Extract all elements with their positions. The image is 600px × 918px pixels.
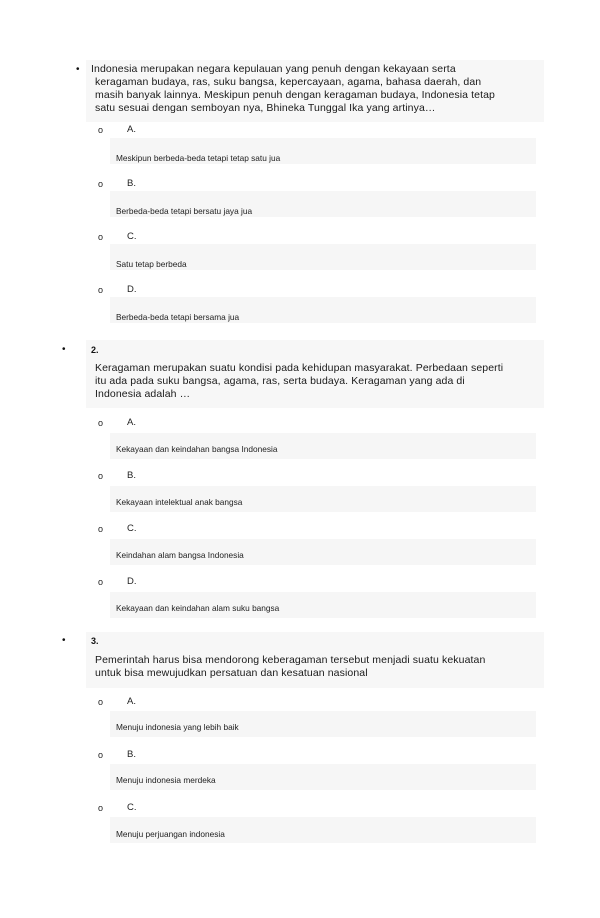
option-text: Satu tetap berbeda: [116, 259, 187, 269]
question-3-bullet: •: [62, 635, 66, 646]
question-1-line-3: masih banyak lainnya. Meskipun penuh dengan keragaman budaya, Indonesia tetap: [95, 89, 495, 101]
radio-circle-icon[interactable]: o: [98, 179, 104, 189]
radio-circle-icon[interactable]: o: [98, 285, 104, 295]
question-2-line-1: Keragaman merupakan suatu kondisi pada kehidupan masyarakat. Perbedaan seperti: [95, 362, 504, 374]
option-letter: B.: [127, 178, 136, 189]
option-letter: A.: [127, 124, 136, 135]
question-2-line-3: Indonesia adalah …: [95, 388, 191, 400]
option-letter: B.: [127, 470, 136, 481]
option-letter: A.: [127, 696, 136, 707]
option-text: Menuju indonesia yang lebih baik: [116, 722, 239, 732]
option-text: Berbeda-beda tetapi bersama jua: [116, 312, 240, 322]
option-text: Berbeda-beda tetapi bersatu jaya jua: [116, 206, 253, 216]
question-1-line-1: Indonesia merupakan negara kepulauan yang penuh dengan kekayaan serta: [91, 63, 456, 75]
question-1-bullet: •: [76, 64, 80, 75]
radio-circle-icon[interactable]: o: [98, 524, 104, 534]
option-letter: D.: [127, 576, 137, 587]
option-text: Menuju perjuangan indonesia: [116, 829, 225, 839]
option-letter: A.: [127, 417, 136, 428]
radio-circle-icon[interactable]: o: [98, 125, 104, 135]
question-3-number: 3.: [91, 636, 99, 646]
question-1-line-2: keragaman budaya, ras, suku bangsa, kepercayaan, agama, bahasa daerah, dan: [95, 76, 482, 88]
option-letter: D.: [127, 284, 137, 295]
question-2-number: 2.: [91, 345, 99, 355]
option-letter: B.: [127, 749, 136, 760]
option-text: Kekayaan intelektual anak bangsa: [116, 497, 243, 507]
option-letter: C.: [127, 802, 137, 813]
option-text: Meskipun berbeda-beda tetapi tetap satu jua: [116, 153, 281, 163]
option-text: Kekayaan dan keindahan alam suku bangsa: [116, 603, 280, 613]
option-letter: C.: [127, 231, 137, 242]
option-text: Menuju indonesia merdeka: [116, 775, 216, 785]
radio-circle-icon[interactable]: o: [98, 750, 104, 760]
option-text: Kekayaan dan keindahan bangsa Indonesia: [116, 444, 278, 454]
question-3-line-1: Pemerintah harus bisa mendorong keberagaman tersebut menjadi suatu kekuatan: [95, 654, 486, 666]
question-2-line-2: itu ada pada suku bangsa, agama, ras, serta budaya. Keragaman yang ada di: [95, 375, 465, 387]
radio-circle-icon[interactable]: o: [98, 803, 104, 813]
question-2-bullet: •: [62, 344, 66, 355]
radio-circle-icon[interactable]: o: [98, 232, 104, 242]
question-3-line-2: untuk bisa mewujudkan persatuan dan kesatuan nasional: [95, 667, 368, 679]
option-text: Keindahan alam bangsa Indonesia: [116, 550, 244, 560]
radio-circle-icon[interactable]: o: [98, 697, 104, 707]
option-letter: C.: [127, 523, 137, 534]
radio-circle-icon[interactable]: o: [98, 418, 104, 428]
question-1-line-4: satu sesuai dengan semboyan nya, Bhineka Tunggal Ika yang artinya…: [95, 102, 436, 114]
radio-circle-icon[interactable]: o: [98, 577, 104, 587]
radio-circle-icon[interactable]: o: [98, 471, 104, 481]
